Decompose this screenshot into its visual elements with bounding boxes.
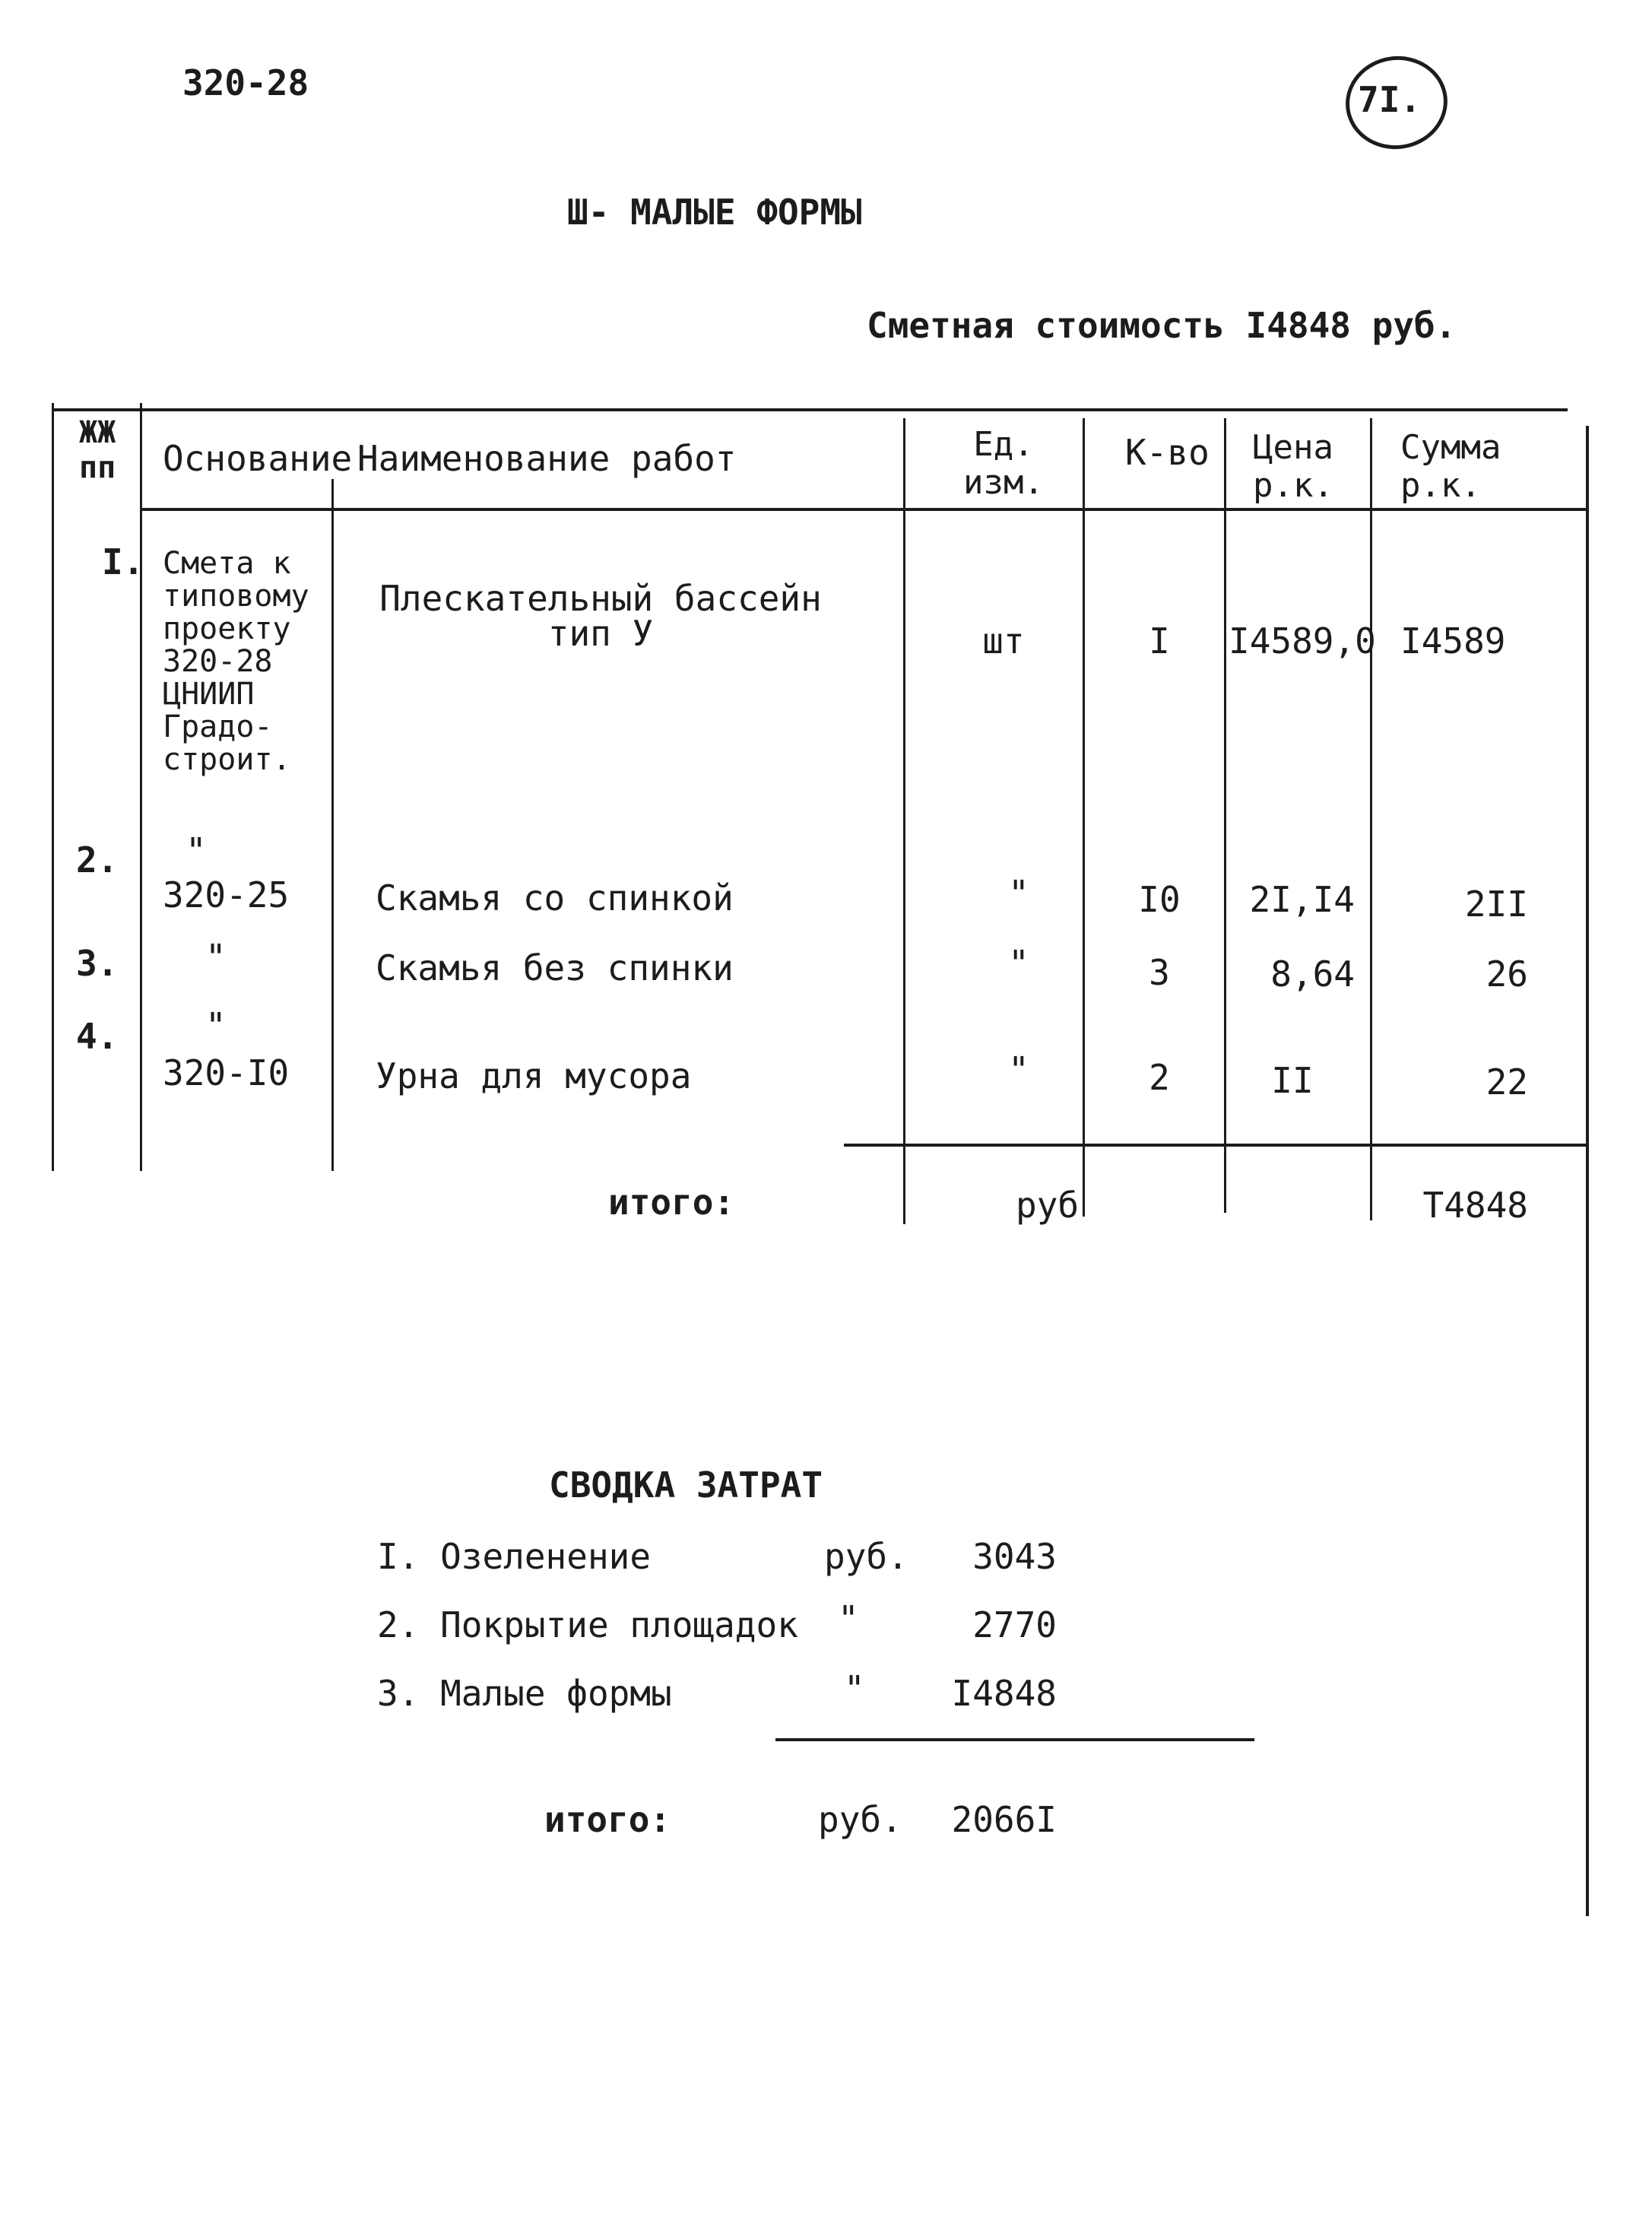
row4-price: II — [1271, 1060, 1314, 1101]
header-price: Цена р.к. — [1253, 428, 1333, 505]
row2-unit: " — [1008, 873, 1029, 914]
row2-price: 2I,I4 — [1249, 879, 1355, 920]
table-total-label: итого: — [608, 1182, 735, 1223]
summary-item-1-unit: руб. — [824, 1536, 908, 1577]
summary-item-1-value: 3043 — [972, 1536, 1057, 1577]
table-total-unit: руб — [1016, 1185, 1080, 1226]
section-title: Ш- МАЛЫЕ ФОРМЫ — [567, 192, 862, 233]
doc-code: 320-28 — [182, 62, 309, 103]
row1-num: I. — [102, 541, 144, 582]
header-unit: Ед. изм. — [963, 425, 1044, 502]
row2-basis-ditto: " — [185, 830, 207, 871]
header-name: Наименование работ — [357, 438, 737, 479]
col-rule-basis — [331, 479, 334, 1171]
col-rule-unit — [1083, 418, 1085, 1217]
table-body-bottom-rule — [844, 1144, 1589, 1147]
row1-qty: I — [1149, 620, 1170, 662]
summary-total-unit: руб. — [818, 1799, 902, 1840]
row1-price: I4589,0 — [1229, 620, 1376, 662]
row4-unit: " — [1008, 1049, 1029, 1090]
summary-total-label: итого: — [544, 1799, 671, 1840]
summary-item-3-label: 3. Малые формы — [377, 1673, 672, 1714]
row4-num: 4. — [76, 1016, 119, 1057]
estimate-line: Сметная стоимость I4848 руб. — [867, 305, 1457, 346]
row3-price: 8,64 — [1270, 954, 1355, 995]
row2-qty: I0 — [1138, 879, 1181, 920]
row1-unit: шт — [982, 620, 1025, 662]
header-basis: Основание — [163, 438, 353, 479]
summary-title: СВОДКА ЗАТРАТ — [549, 1464, 823, 1506]
row2-basis: 320-25 — [163, 874, 290, 915]
col-rule-price — [1370, 418, 1372, 1220]
col-rule-num — [140, 403, 142, 1171]
col-rule-right — [1586, 426, 1589, 1916]
row3-qty: 3 — [1149, 952, 1170, 993]
row1-basis: Смета к типовому проекту 320-28 ЦНИИП Градо- строит. — [163, 546, 309, 777]
row3-num: 3. — [76, 943, 119, 984]
col-rule-left — [52, 403, 54, 1171]
row4-name: Урна для мусора — [376, 1055, 692, 1096]
row3-sum: 26 — [1486, 954, 1528, 995]
summary-item-3-unit: " — [844, 1668, 865, 1709]
page-number: 7I. — [1358, 79, 1422, 120]
col-rule-name — [903, 418, 905, 1224]
summary-item-1-label: I. Озеленение — [377, 1536, 652, 1577]
row1-name: Плескательный бассейн тип У — [379, 578, 822, 654]
row3-name: Скамья без спинки — [376, 947, 734, 988]
row3-basis-ditto: " — [205, 937, 227, 978]
col-rule-qty — [1224, 418, 1226, 1213]
summary-rule — [775, 1738, 1254, 1741]
header-num: ЖЖ пп — [79, 415, 116, 485]
summary-item-3-value: I4848 — [951, 1673, 1057, 1714]
row4-basis: 320-I0 — [163, 1052, 290, 1093]
table-total-sum: Т4848 — [1422, 1185, 1528, 1226]
table-top-rule — [53, 408, 1568, 411]
row4-qty: 2 — [1149, 1057, 1170, 1098]
summary-total-value: 2066I — [951, 1799, 1057, 1840]
row4-basis-ditto: " — [205, 1005, 227, 1046]
row3-unit: " — [1008, 943, 1029, 984]
header-qty: К-во — [1125, 432, 1210, 473]
summary-item-2-label: 2. Покрытие площадок — [377, 1604, 798, 1645]
summary-item-2-unit: " — [838, 1598, 859, 1639]
row2-name: Скамья со спинкой — [376, 877, 734, 919]
row2-sum: 2II — [1464, 884, 1528, 925]
row1-sum: I4589 — [1400, 620, 1506, 662]
header-sum: Сумма р.к. — [1400, 428, 1501, 505]
row2-num: 2. — [76, 839, 119, 881]
row4-sum: 22 — [1486, 1061, 1528, 1103]
summary-item-2-value: 2770 — [972, 1604, 1057, 1645]
